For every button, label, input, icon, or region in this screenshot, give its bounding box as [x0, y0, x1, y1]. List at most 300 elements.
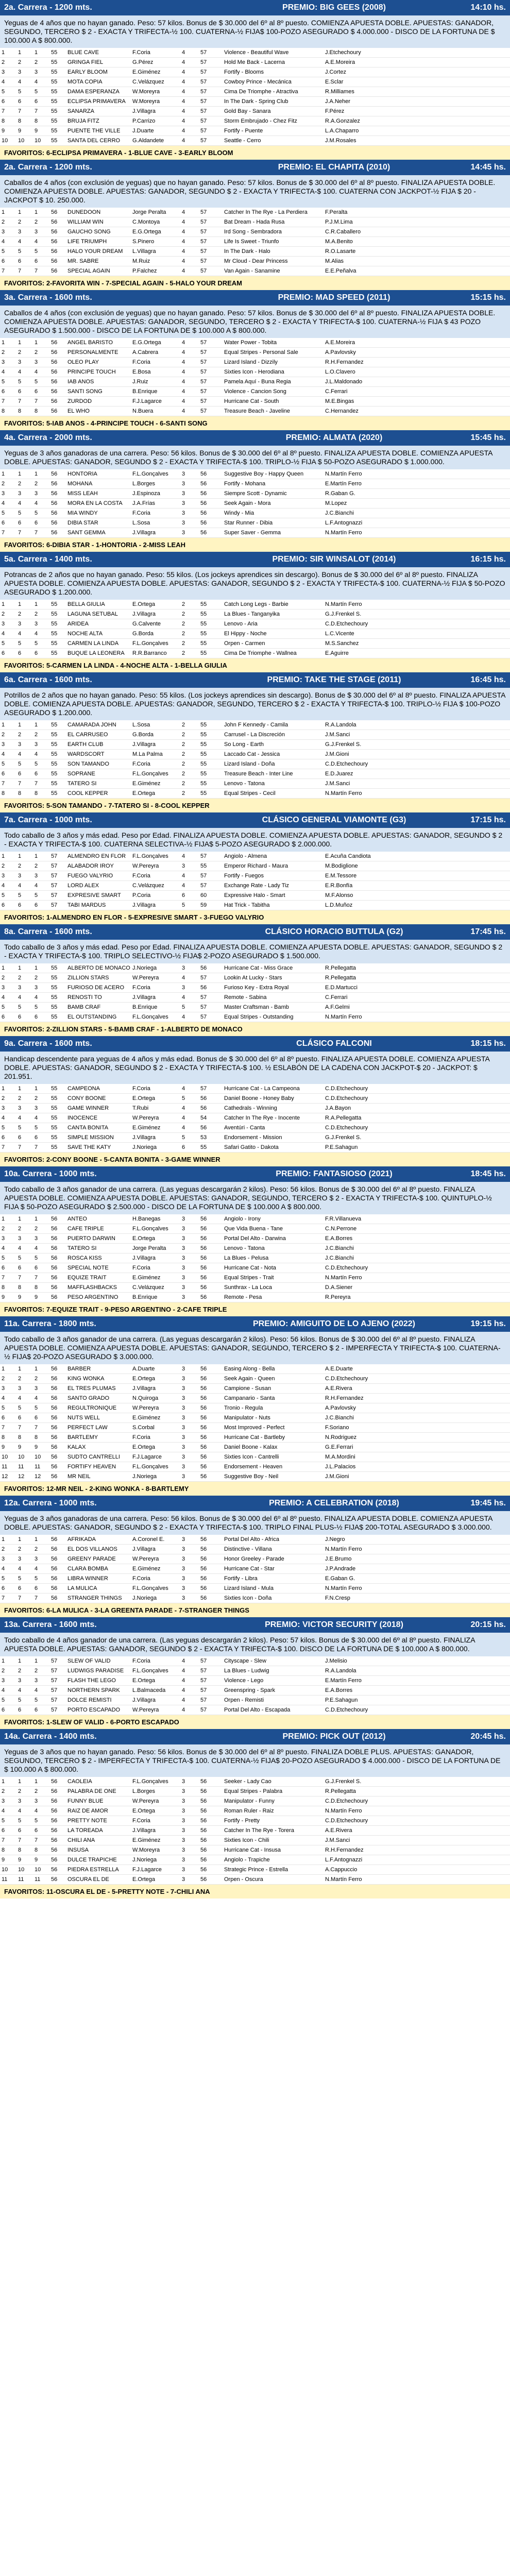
runner-cell: 1 — [2, 1536, 5, 1543]
runner-cell: ALBERTO DE MONACO — [67, 965, 130, 971]
runner-cell: 55 — [200, 751, 207, 757]
runner-cell: 3 — [182, 1827, 185, 1834]
runner-cell: E.A.Borres — [325, 1235, 353, 1242]
runner-cell: 1 — [35, 1658, 38, 1664]
runner-cell: MIA WINDY — [67, 510, 98, 516]
race-name: 8a. Carrera - 1600 mts. — [4, 927, 92, 936]
runner-cell: 56 — [200, 1425, 207, 1431]
runner-cell: 4 — [182, 128, 185, 134]
runner-cell: 57 — [200, 1707, 207, 1713]
runner-cell: ECLIPSA PRIMAVERA — [67, 98, 126, 105]
race-time: 16:15 hs. — [470, 555, 506, 564]
runner-cell: NOCHE ALTA — [67, 631, 103, 637]
race-header — [0, 160, 510, 175]
runner-row — [0, 619, 510, 629]
runner-cell: 3 — [182, 1575, 185, 1582]
runner-cell: E.M.Tessore — [325, 873, 357, 879]
race-favorites: FAVORITOS: 5-SON TAMANDO - 7-TATERO SI - 8-COOL KEPPER — [0, 799, 510, 812]
runner-cell: 57 — [51, 863, 58, 869]
runner-cell: 6 — [2, 1134, 5, 1141]
runner-cell: L.O.Clavero — [325, 369, 355, 375]
runner-cell: 4 — [182, 59, 185, 65]
runner-cell: TATERO SI — [67, 781, 97, 787]
runner-cell: 56 — [51, 1255, 58, 1261]
runner-cell: 2 — [18, 1546, 22, 1552]
runner-cell: E.Ortega — [132, 1876, 156, 1883]
runner-cell: El Hippy - Noche — [224, 631, 267, 637]
runner-cell: 3 — [182, 1464, 185, 1470]
runner-cell: 4 — [18, 369, 22, 375]
runner-cell: 3 — [18, 741, 22, 748]
runner-cell: 4 — [35, 1245, 38, 1251]
runner-row — [0, 629, 510, 639]
runner-cell: Aventúri - Canta — [224, 1125, 265, 1131]
race-description: Potrancas de 2 años que no hayan ganado. Peso: 55 kilos. (Los jockeys aprendices sin descargo). Bonus de $ 30.000 del 6º al 8º puesto. FINALIZA APUESTA DOBLE. COMIENZA APUESTA DOBLE. APUESTAS: GANADOR, SEGUNDO $ 2 - EXACTA Y TRIFECTA-$ 100. CUATERNA-½ FIJA $ 50-POZO ASEGURADO $ 1.200.000. — [0, 567, 510, 600]
race-description: Yeguas de 3 años ganadoras de una carrera. Peso: 56 kilos. Bonus de $ 30.000 del 6º al 8º puesto. FINALIZA APUESTA DOBLE. COMIENZA APUESTA DOBLE. APUESTAS: GANADOR, SEGUNDO $ 2 - EXACTA Y TRIFECTA-$ 100. TRIPLO-½ FIJA $ 50-POZO ASEGURADO $ 1.000.000. — [0, 446, 510, 469]
runner-cell: J.Espinoza — [132, 490, 160, 497]
runner-cell: Angiolo - Almena — [224, 853, 267, 859]
runner-cell: 57 — [200, 379, 207, 385]
runner-row — [0, 1214, 510, 1224]
runner-cell: 7 — [35, 268, 38, 274]
runner-cell: PRETTY NOTE — [67, 1818, 107, 1824]
runner-cell: La Blues - Ludwig — [224, 1668, 269, 1674]
race-header — [0, 924, 510, 940]
runner-cell: MAFFLASHBACKS — [67, 1284, 117, 1291]
race-favorites: FAVORITOS: 2-CONY BOONE - 5-CANTA BONITA - 3-GAME WINNER — [0, 1153, 510, 1166]
runner-cell: S.Corbal — [132, 1425, 155, 1431]
runner-cell: 55 — [51, 640, 58, 647]
runner-cell: RENOSTI TO — [67, 994, 102, 1001]
runner-cell: 5 — [35, 1004, 38, 1010]
runner-cell: P.Coria — [132, 892, 151, 899]
runner-cell: 56 — [200, 1216, 207, 1222]
runner-cell: 7 — [35, 1425, 38, 1431]
runner-cell: 6 — [35, 1585, 38, 1591]
runner-cell: 4 — [18, 1395, 22, 1401]
runner-cell: 3 — [35, 229, 38, 235]
runner-cell: 56 — [51, 359, 58, 365]
runner-row — [0, 1777, 510, 1787]
runner-cell: L.F.Antognazzi — [325, 520, 363, 526]
runner-row — [0, 97, 510, 107]
runner-cell: 3 — [182, 1275, 185, 1281]
runner-cell: 55 — [51, 89, 58, 95]
runner-cell: 55 — [51, 118, 58, 124]
runner-cell: 56 — [51, 268, 58, 274]
runner-cell: 3 — [182, 1226, 185, 1232]
runner-row — [0, 1244, 510, 1253]
runner-row — [0, 1472, 510, 1482]
runner-cell: 3 — [182, 1366, 185, 1372]
runner-cell: 7 — [18, 1837, 22, 1843]
runner-cell: L.C.Vicente — [325, 631, 354, 637]
runner-cell: 56 — [200, 510, 207, 516]
runner-cell: F.L.Gonçalves — [132, 853, 168, 859]
runner-cell: E.Bosa — [132, 369, 151, 375]
runner-cell: C.Velázquez — [132, 79, 164, 85]
runner-cell: INOCENCE — [67, 1115, 98, 1121]
runner-cell: 55 — [200, 631, 207, 637]
runner-cell: LIFE TRIUMPH — [67, 239, 107, 245]
runner-cell: F.L.Gonçalves — [132, 640, 168, 647]
race-name: 9a. Carrera - 1600 mts. — [4, 1039, 92, 1048]
runner-cell: Jorge Peralta — [132, 1245, 166, 1251]
runner-row — [0, 1374, 510, 1384]
runner-row — [0, 1826, 510, 1836]
runner-row — [0, 983, 510, 993]
runner-cell: 5 — [35, 640, 38, 647]
runners-table — [0, 469, 510, 538]
runner-cell: 55 — [51, 611, 58, 617]
runner-cell: AFRIKADA — [67, 1536, 96, 1543]
runner-cell: M.E.Bingas — [325, 398, 354, 404]
runner-cell: NUTS WELL — [67, 1415, 100, 1421]
runner-cell: 5 — [35, 892, 38, 899]
runner-cell: E.Aguirre — [325, 650, 349, 656]
runner-cell: DIBIA STAR — [67, 520, 98, 526]
runner-cell: 5 — [2, 1004, 5, 1010]
race-description: Caballos de 4 años (con exclusión de yeguas) que no hayan ganado. Peso: 57 kilos. Bonus de $ 30.000 del 6º al 8º puesto. FINALIZA APUESTA DOBLE. COMIENZA APUESTA DOBLE. APUESTAS: GANADOR, SEGUNDO, TERCERO $ 2 - EXACTA Y TRIFECTA-$ 100. CUATERNA-½ FIJA $ 43 POZO ASEGURADO $ 1.500.000 - DISCO DE LA FORTUNA DE $ 100.000 A $ 800.000. — [0, 306, 510, 338]
runner-cell: 3 — [182, 1837, 185, 1843]
runner-cell: Violence - Beautiful Wave — [224, 49, 289, 56]
runner-cell: OSCURA EL DE — [67, 1876, 109, 1883]
runner-cell: 1 — [35, 853, 38, 859]
runner-cell: A.E.Rivera — [325, 1827, 352, 1834]
runner-row — [0, 247, 510, 257]
runner-cell: 57 — [200, 138, 207, 144]
runner-cell: 2 — [18, 481, 22, 487]
runner-row — [0, 1462, 510, 1472]
runner-cell: Lizard Island - Dizzily — [224, 359, 278, 365]
runner-cell: 3 — [182, 530, 185, 536]
runner-row — [0, 528, 510, 538]
runner-cell: Portal Del Alto - Escapada — [224, 1707, 291, 1713]
runner-cell: In The Dark - Spring Club — [224, 98, 288, 105]
runner-cell: TATERO SI — [67, 1245, 97, 1251]
race-prize: PREMIO: ALMATA (2020) — [285, 433, 383, 442]
runner-cell: 3 — [182, 1255, 185, 1261]
runner-cell: 57 — [200, 59, 207, 65]
runner-cell: 1 — [18, 853, 22, 859]
runner-cell: 56 — [200, 1284, 207, 1291]
runner-cell: 56 — [51, 471, 58, 477]
runner-cell: 56 — [51, 1376, 58, 1382]
runner-cell: J.Noriega — [132, 1857, 157, 1863]
runner-cell: J.Villagra — [132, 1134, 156, 1141]
runner-row — [0, 358, 510, 367]
runner-cell: 8 — [2, 1847, 5, 1853]
runner-cell: 2 — [2, 1095, 5, 1101]
runner-cell: 2 — [182, 790, 185, 796]
race-section — [0, 430, 510, 552]
runner-cell: Hold Me Back - Lacerna — [224, 59, 285, 65]
runner-cell: C.D.Etchechoury — [325, 1086, 368, 1092]
runner-cell: 57 — [200, 229, 207, 235]
runner-cell: S.Pinero — [132, 239, 155, 245]
runner-cell: 3 — [2, 1677, 5, 1684]
runner-cell: 3 — [182, 471, 185, 477]
runner-cell: C.Ferrari — [325, 994, 348, 1001]
runner-cell: J.C.Bianchi — [325, 1415, 354, 1421]
runner-cell: 2 — [35, 1095, 38, 1101]
runner-cell: 55 — [200, 790, 207, 796]
runner-cell: ANTEO — [67, 1216, 87, 1222]
runner-cell: 56 — [51, 1857, 58, 1863]
runner-cell: 3 — [182, 1536, 185, 1543]
runner-cell: BLUE CAVE — [67, 49, 99, 56]
runner-cell: E.A.Borres — [325, 1687, 353, 1693]
runner-cell: Windy - Mia — [224, 510, 254, 516]
runner-cell: PESO ARGENTINO — [67, 1294, 118, 1300]
runner-cell: 3 — [18, 1235, 22, 1242]
runner-cell: J.C.Bianchi — [325, 1245, 354, 1251]
race-name: 5a. Carrera - 1400 mts. — [4, 555, 92, 564]
runner-row — [0, 509, 510, 518]
runner-cell: 8 — [35, 1847, 38, 1853]
runner-cell: IAB ANOS — [67, 379, 94, 385]
runner-cell: 4 — [182, 873, 185, 879]
runner-cell: 56 — [51, 1434, 58, 1440]
runner-cell: Greenspring - Spark — [224, 1687, 276, 1693]
runner-cell: 4 — [35, 883, 38, 889]
runner-cell: In The Dark - Halo — [224, 248, 270, 255]
runner-cell: E.Martín Ferro — [325, 481, 362, 487]
runner-cell: Furioso Key - Extra Royal — [224, 985, 289, 991]
runner-cell: 9 — [2, 128, 5, 134]
race-name: 2a. Carrera - 1200 mts. — [4, 163, 92, 172]
runner-cell: 4 — [182, 268, 185, 274]
runner-cell: John F Kennedy - Camila — [224, 722, 288, 728]
runner-cell: 11 — [18, 1876, 24, 1883]
runner-cell: C.D.Etchechoury — [325, 1798, 368, 1804]
runner-cell: 55 — [200, 1144, 207, 1150]
runner-cell: W.Pereyra — [132, 975, 159, 981]
runner-cell: 3 — [18, 1798, 22, 1804]
runner-cell: 2 — [18, 1668, 22, 1674]
runner-cell: 57 — [200, 219, 207, 225]
runner-cell: SPECIAL AGAIN — [67, 268, 110, 274]
runner-cell: 4 — [18, 883, 22, 889]
runner-cell: 56 — [51, 258, 58, 264]
race-header — [0, 552, 510, 567]
runner-cell: 2 — [35, 863, 38, 869]
runner-cell: Water Power - Tobita — [224, 340, 277, 346]
runner-cell: 56 — [200, 1575, 207, 1582]
runner-cell: 5 — [18, 1405, 22, 1411]
runner-cell: F.Coria — [132, 510, 150, 516]
runner-row — [0, 1545, 510, 1554]
runner-cell: 6 — [2, 388, 5, 395]
runner-row — [0, 871, 510, 881]
runner-cell: G.J.Frenkel S. — [325, 741, 362, 748]
runner-cell: 56 — [51, 530, 58, 536]
runner-cell: Cityscape - Slew — [224, 1658, 266, 1664]
runner-cell: 2 — [18, 611, 22, 617]
runner-cell: 10 — [2, 1867, 8, 1873]
runner-cell: 56 — [200, 1395, 207, 1401]
runner-cell: J.Villagra — [132, 530, 156, 536]
runner-cell: 55 — [51, 1125, 58, 1131]
runner-cell: 4 — [182, 359, 185, 365]
runner-cell: 6 — [18, 902, 22, 908]
runner-cell: J.Duarte — [132, 128, 154, 134]
runner-cell: L.Borges — [132, 481, 156, 487]
runner-cell: 4 — [182, 219, 185, 225]
runner-cell: N.Martín Ferro — [325, 1808, 362, 1814]
runner-cell: 55 — [51, 49, 58, 56]
runner-cell: 9 — [18, 128, 22, 134]
runner-cell: 56 — [51, 1265, 58, 1271]
runner-cell: 12 — [35, 1473, 41, 1480]
runner-cell: E.E.Peñalva — [325, 268, 356, 274]
runner-cell: 56 — [200, 1095, 207, 1101]
runner-cell: 1 — [35, 49, 38, 56]
runner-cell: 5 — [182, 902, 185, 908]
runner-cell: 5 — [2, 89, 5, 95]
runner-cell: F.J.Lagarce — [132, 1454, 162, 1460]
runner-cell: EARLY BLOOM — [67, 69, 108, 75]
runner-cell: 2 — [18, 863, 22, 869]
runner-cell: 6 — [35, 1265, 38, 1271]
runner-cell: 3 — [182, 1876, 185, 1883]
runner-cell: GRINGA FIEL — [67, 59, 104, 65]
runner-cell: E.Ortega — [132, 1444, 156, 1450]
runner-cell: 8 — [2, 1284, 5, 1291]
runner-cell: A.E.Moreira — [325, 340, 355, 346]
runner-row — [0, 1423, 510, 1433]
runner-cell: 8 — [2, 408, 5, 414]
runner-cell: SPECIAL NOTE — [67, 1265, 109, 1271]
runner-cell: N.Martín Ferro — [325, 1585, 362, 1591]
race-description: Caballos de 4 años (con exclusión de yeguas) que no hayan ganado. Peso: 57 kilos. Bonus de $ 30.000 del 6º al 8º puesto. FINALIZA APUESTA DOBLE. COMIENZA APUESTA DOBLE. APUESTAS: GANADOR, SEGUNDO $ 2 - EXACTA Y TRIFECTA-$ 100. CUATERNA CON JACKPOT-½ FIJA $ 20 - JACKPOT $ 10. 250.000. — [0, 175, 510, 208]
runner-cell: 5 — [18, 1255, 22, 1261]
runner-cell: Roman Ruler - Raiz — [224, 1808, 274, 1814]
runner-cell: 5 — [18, 1004, 22, 1010]
runner-row — [0, 789, 510, 799]
runner-cell: 6 — [2, 98, 5, 105]
runner-cell: SANTA DEL CERRO — [67, 138, 121, 144]
runner-cell: 3 — [182, 1265, 185, 1271]
runner-row — [0, 1696, 510, 1705]
runner-cell: 57 — [200, 1677, 207, 1684]
runner-cell: 3 — [2, 490, 5, 497]
runner-cell: 2 — [35, 732, 38, 738]
runner-cell: F.L.Gonçalves — [132, 771, 168, 777]
runner-cell: Cathedrals - Winning — [224, 1105, 277, 1111]
runner-cell: 55 — [51, 965, 58, 971]
runner-row — [0, 48, 510, 58]
runner-cell: 2 — [18, 1226, 22, 1232]
runner-cell: CAOLEIA — [67, 1778, 92, 1785]
runner-cell: 56 — [51, 1876, 58, 1883]
runner-cell: 5 — [35, 1697, 38, 1703]
runner-cell: 5 — [2, 1697, 5, 1703]
runner-row — [0, 600, 510, 609]
runner-cell: CANTA BONITA — [67, 1125, 109, 1131]
runner-cell: REGULTRONIQUE — [67, 1405, 117, 1411]
runner-cell: 57 — [51, 883, 58, 889]
runner-cell: 3 — [18, 490, 22, 497]
runner-cell: 3 — [182, 1216, 185, 1222]
runner-cell: 6 — [35, 1134, 38, 1141]
runner-cell: J.Noriega — [132, 1595, 157, 1601]
runner-cell: 57 — [51, 1707, 58, 1713]
runner-cell: 3 — [182, 510, 185, 516]
runner-cell: 56 — [200, 1827, 207, 1834]
runner-cell: 7 — [35, 398, 38, 404]
runner-cell: 56 — [51, 490, 58, 497]
runner-row — [0, 406, 510, 416]
runner-cell: F.L.Gonçalves — [132, 471, 168, 477]
runner-cell: 1 — [2, 722, 5, 728]
runner-cell: H.Banegas — [132, 1216, 161, 1222]
runner-cell: 3 — [182, 1454, 185, 1460]
runner-cell: 2 — [35, 1788, 38, 1794]
runner-cell: 56 — [200, 1294, 207, 1300]
race-name: 4a. Carrera - 2000 mts. — [4, 433, 92, 442]
runner-cell: BARBER — [67, 1366, 91, 1372]
race-favorites: FAVORITOS: 2-ZILLION STARS - 5-BAMB CRAF - 1-ALBERTO DE MONACO — [0, 1022, 510, 1036]
runner-cell: 55 — [51, 621, 58, 627]
runner-cell: 57 — [51, 1668, 58, 1674]
runner-cell: PUERTO DARWIN — [67, 1235, 115, 1242]
runner-cell: 10 — [18, 1867, 25, 1873]
runner-cell: PIEDRA ESTRELLA — [67, 1867, 119, 1873]
runner-cell: J.L.Palacios — [325, 1464, 356, 1470]
runner-cell: 56 — [51, 388, 58, 395]
runner-cell: F.Coria — [132, 761, 150, 767]
runner-cell: 5 — [35, 1405, 38, 1411]
runner-cell: J.L.Maldonado — [325, 379, 363, 385]
runner-row — [0, 1283, 510, 1293]
runner-cell: 3 — [2, 985, 5, 991]
runner-cell: 57 — [200, 975, 207, 981]
runner-cell: 5 — [35, 379, 38, 385]
race-name: 14a. Carrera - 1400 mts. — [4, 1732, 97, 1741]
runner-cell: E.Giménez — [132, 1125, 161, 1131]
runner-cell: 4 — [182, 1658, 185, 1664]
runner-row — [0, 1845, 510, 1855]
runner-cell: 4 — [2, 79, 5, 85]
runner-cell: Hat Trick - Tabitha — [224, 902, 270, 908]
runner-cell: 9 — [2, 1444, 5, 1450]
runner-cell: 3 — [35, 621, 38, 627]
runner-cell: 1 — [18, 1216, 22, 1222]
runner-cell: Remote - Sabina — [224, 994, 267, 1001]
runner-cell: Angiolo - Trapiche — [224, 1857, 270, 1863]
runner-cell: Equal Stripes - Cecil — [224, 790, 276, 796]
runner-cell: 56 — [51, 500, 58, 506]
runner-cell: F.Coria — [132, 1818, 150, 1824]
runner-cell: 1 — [35, 1086, 38, 1092]
runner-cell: 4 — [182, 49, 185, 56]
runner-cell: 56 — [200, 530, 207, 536]
runner-row — [0, 1123, 510, 1133]
runner-cell: E.Ortega — [132, 601, 156, 607]
runner-cell: 57 — [200, 1668, 207, 1674]
runner-cell: 2 — [18, 349, 22, 355]
runner-cell: A.E.Moreira — [325, 59, 355, 65]
runner-cell: 7 — [35, 1144, 38, 1150]
runner-cell: 7 — [2, 530, 5, 536]
runner-cell: Manipulator - Funny — [224, 1798, 275, 1804]
runners-table — [0, 963, 510, 1022]
runner-cell: 56 — [51, 1294, 58, 1300]
runner-cell: F.Pérez — [325, 108, 345, 114]
runner-cell: 55 — [51, 1086, 58, 1092]
runner-cell: 56 — [51, 1818, 58, 1824]
